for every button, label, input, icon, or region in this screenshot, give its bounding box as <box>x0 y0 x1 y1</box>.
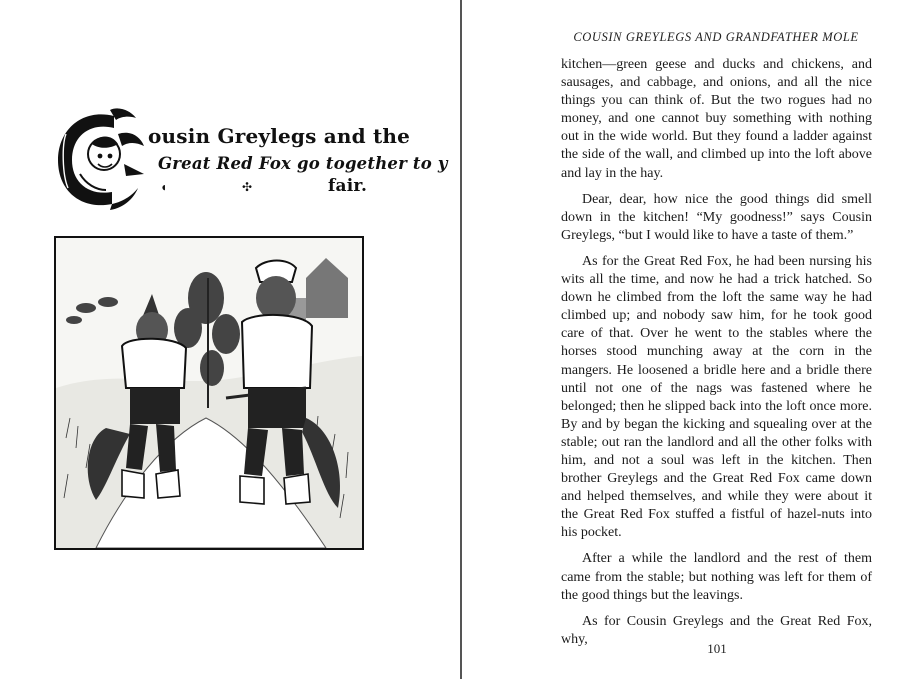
right-page <box>462 0 922 679</box>
left-page <box>0 0 460 679</box>
chapter-title <box>52 104 448 214</box>
chapter-illustration <box>54 236 364 550</box>
paragraph: As for the Great Red Fox, he had been nursing his wits all the time, and now he had a trick hatched. So down he climbed from the loft the same way he had climbed up; and nobody saw him, for he took good care of that. Over he went to the stables where the horses stood munching away at the corn in the mangers. He loosened a bridle here and a bridle there until not one of the nags was fastened where he belonged; then he slipped back into the loft once more. By and by began the kicking and squealing over at the stable; out ran the landlord and all the other folks with him, and not a soul was left in the kitchen. Then brother Greylegs and the Great Red Fox came down and helped themselves, and while they were about it the Great Red Fox stuffed a fistful of hazel-nuts into his pocket. <box>561 253 872 541</box>
paragraph: Dear, dear, how nice the good things did smell down in the kitchen! “My goodness!” says Cousin Greylegs, “but I would like to have a taste of them.” <box>561 191 872 243</box>
paragraph: As for Cousin Greylegs and the Great Red Fox, why, <box>561 613 872 647</box>
paragraph: kitchen—green geese and ducks and chickens, and sausages, and cabbage, and onions, and all the nice things you can think of. But the two rogues had no money, and one cannot buy something with nothing out in the wide world. But they found a ladder against the side of the wall, and climbed up into the loft above and lay in the hay. <box>561 57 872 181</box>
title-line-1: ousin Greylegs and the <box>148 124 411 148</box>
title-line-3: fair. <box>328 176 368 196</box>
ornament-icon: ✣ <box>242 180 253 194</box>
title-line-2: Great Red Fox go together to y <box>158 154 448 173</box>
ornament-icon: ◖ <box>160 180 168 194</box>
running-head: COUSIN GREYLEGS AND GRANDFATHER MOLE <box>573 30 859 44</box>
ornamental-dropcap <box>52 104 152 214</box>
body-text <box>561 56 872 657</box>
paragraph: After a while the landlord and the rest of them came from the stable; but nothing was left for them of the good things but the leavings. <box>561 551 872 603</box>
page-number: 101 <box>707 641 727 656</box>
